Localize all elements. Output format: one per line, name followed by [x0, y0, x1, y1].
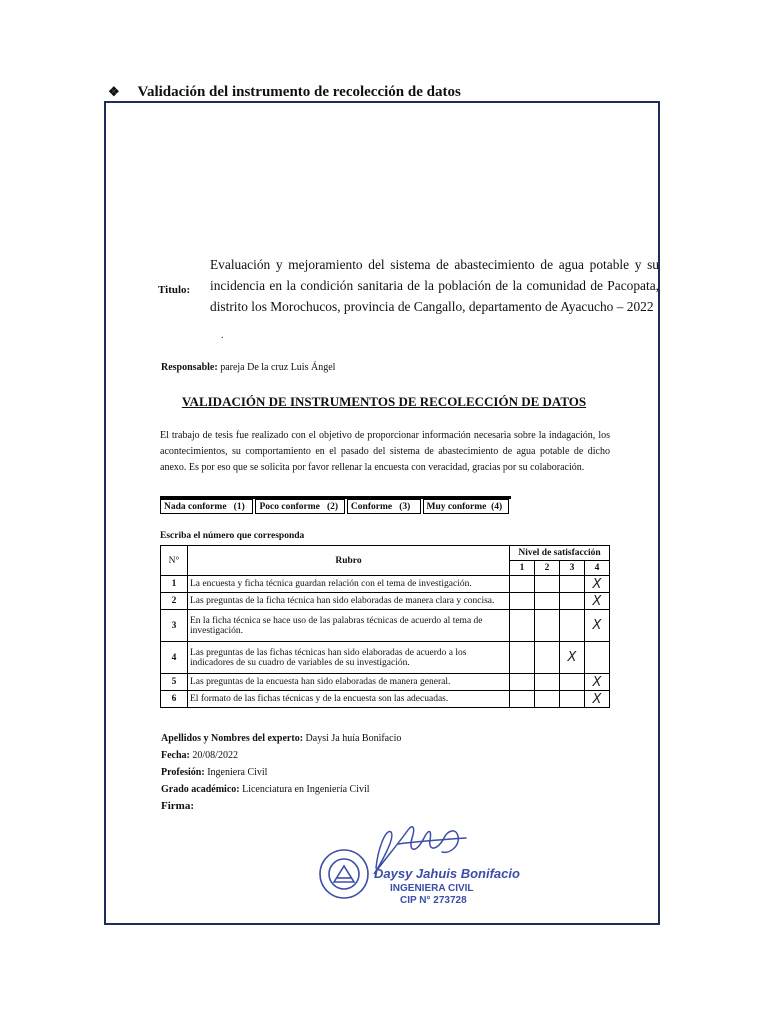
rubric-table [160, 545, 610, 708]
level-header-1: 1 [510, 561, 535, 576]
level-header-4: 4 [585, 561, 610, 576]
stamp-name: Daysy Jahuis Bonifacio [374, 866, 520, 881]
responsable-line [161, 362, 335, 373]
rubro-cell: Las preguntas de la encuesta han sido elaboradas de manera general. [188, 674, 510, 691]
table-row: 1 La encuesta y ficha técnica guardan relación con el tema de investigación. X [161, 576, 610, 593]
table-row: 2 Las preguntas de la ficha técnica han sido elaboradas de manera clara y concisa. X [161, 593, 610, 610]
title-label: Titulo: [158, 284, 191, 296]
expert-profession: Ingeniera Civil [207, 767, 268, 778]
col-header-number: N° [161, 546, 188, 576]
table-row: 6 El formato de las fichas técnicas y de la encuesta son las adecuadas. X [161, 691, 610, 708]
section-heading [108, 84, 461, 101]
intro-paragraph: El trabajo de tesis fue realizado con el objetivo de proporcionar información necesaria sobre la indagación, los acontecimientos, su comportamiento en el pasado del sistema de abastecimiento de agua potable de dicho anexo. Es por eso que se solicita por favor rellenar la encuesta con veracidad, gracias por su colaboración. [160, 430, 610, 473]
expert-degree-line: Grado académico: Licenciatura en Ingeniería Civil [161, 784, 370, 795]
scale-item-4: Muy conforme (4) [423, 499, 510, 514]
section-heading-text: Validación del instrumento de recolección de datos [137, 84, 461, 100]
diamond-bullet-icon: ❖ [108, 84, 120, 99]
title-text: Evaluación y mejoramiento del sistema de abastecimiento de agua potable y su incidencia en la condición sanitaria de la población de la comunidad de Pacopata, distrito los Morochucos, provincia de Cangallo, departamento de Ayacucho – 2022 [210, 257, 659, 314]
table-row: 3 En la ficha técnica se hace uso de las palabras técnicas de acuerdo al tema de investigación. X [161, 610, 610, 642]
rubro-cell: Las preguntas de las fichas técnicas han sido elaboradas de acuerdo a los indicadores de su cuadro de variables de su investigación. [188, 642, 510, 674]
rating-scale [160, 496, 511, 514]
responsable-value: pareja De la cruz Luis Ángel [220, 362, 336, 373]
level-header-2: 2 [535, 561, 560, 576]
signature-label: Firma: [161, 800, 194, 812]
signature-stamp-graphic [316, 808, 520, 908]
expert-degree: Licenciatura en Ingeniería Civil [242, 784, 370, 795]
scale-item-3: Conforme (3) [347, 499, 421, 514]
instruction-text: Escriba el número que corresponda [160, 531, 305, 541]
expert-info [161, 730, 401, 815]
stamp-title: INGENIERA CIVIL [390, 883, 474, 894]
col-header-rubro: Rubro [188, 546, 510, 576]
responsable-label: Responsable: [161, 362, 218, 373]
expert-date-line: Fecha: 20/08/2022 [161, 750, 238, 761]
stray-dot: . [221, 330, 224, 341]
rubro-cell: En la ficha técnica se hace uso de las palabras técnicas de acuerdo al tema de investigación. [188, 610, 510, 642]
expert-name: Daysi Ja huía Bonifacio [305, 733, 402, 744]
rubro-cell: El formato de las fichas técnicas y de la encuesta son las adecuadas. [188, 691, 510, 708]
level-header-3: 3 [560, 561, 585, 576]
col-header-satisfaction: Nivel de satisfacción [510, 546, 610, 561]
main-title: VALIDACIÓN DE INSTRUMENTOS DE RECOLECCIÓN DE DATOS [181, 394, 587, 409]
signature-stamp [316, 808, 520, 913]
scale-item-1: Nada conforme (1) [160, 499, 253, 514]
expert-profession-line: Profesión: Ingeniera Civil [161, 767, 268, 778]
scale-item-2: Poco conforme (2) [255, 499, 344, 514]
rubro-cell: Las preguntas de la ficha técnica han sido elaboradas de manera clara y concisa. [188, 593, 510, 610]
stamp-seal-icon [320, 850, 368, 898]
rubro-cell: La encuesta y ficha técnica guardan relación con el tema de investigación. [188, 576, 510, 593]
table-row: 5 Las preguntas de la encuesta han sido elaboradas de manera general. X [161, 674, 610, 691]
stamp-cip: CIP N° 273728 [400, 895, 467, 906]
expert-name-line: Apellidos y Nombres del experto: Daysi Ja huía Bonifacio [161, 733, 402, 744]
table-row: 4 Las preguntas de las fichas técnicas han sido elaboradas de acuerdo a los indicadores de su cuadro de variables de su investigación. X [161, 642, 610, 674]
expert-date: 20/08/2022 [192, 750, 238, 761]
